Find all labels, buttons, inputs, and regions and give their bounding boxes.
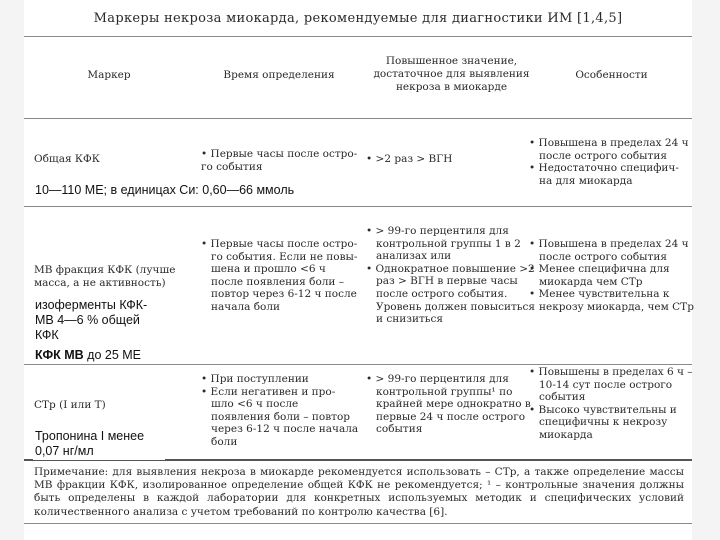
row3-features [529, 366, 694, 442]
footnote-rule [24, 523, 692, 524]
row3-feature-item: • Высоко чувствительны и специфичны к некрозу миокарда [529, 403, 677, 441]
row1-rule [24, 206, 692, 207]
row3-time [201, 373, 359, 449]
row1-time-line: • Первые часы после остро- [201, 148, 358, 160]
overlay-ck-range: 10—110 МЕ; в единицах Си: 0,60—66 ммоль [35, 183, 295, 197]
row3-elevated [366, 373, 538, 436]
header-features: Особенности [575, 69, 648, 81]
row2-elevated-item: • > 99-го перцентиля для контрольной группы 1 в 2 анализах или [366, 225, 521, 263]
row2-feature-item: • Менее чувствительна к некрозу миокарда, чем СТр [529, 288, 694, 313]
row2-feature-item: • Повышена в пределах 24 ч после острого события [529, 238, 689, 263]
row1-time [201, 148, 361, 173]
overlay-troponin: Тропонина I менее 0,07 нг/мл [33, 428, 165, 460]
overlay-ckmb [33, 347, 143, 364]
row2-elevated [366, 225, 538, 326]
row3-marker: СТр (I или T) [34, 399, 106, 411]
row1-features [529, 137, 694, 187]
overlay-ckmb-rest: до 25 МЕ [83, 348, 142, 362]
table-title: Маркеры некроза миокарда, рекомендуемые для диагностики ИМ [1,4,5] [93, 11, 623, 26]
row1-marker: Общая КФК [34, 153, 100, 165]
row2-time-item: • Первые часы после остро- го события. Если не повы- шена и прошло <6 ч после появления боли – повтор через 6-12 ч после начала боли [201, 238, 358, 313]
row2-rule [24, 364, 692, 365]
row2-marker-line: масса, а не активность) [34, 276, 166, 289]
header-elevated [364, 55, 539, 93]
header-elevated-line: Повышенное значение, [385, 55, 518, 67]
footnote: Примечание: для выявления некроза в миокарде рекомендуется использовать – СТр, а также определение массы МВ фракции КФК, изолированное определение общей КФК не рекомендуется; ¹ – контрольные значения должны быть определены в каждой лаборатории для конкретных используемых методик и специфических условий количественного анализа с учетом требований по контролю качества [6]. [34, 466, 684, 518]
header-elevated-line: достаточное для выявления [373, 67, 530, 80]
row1-feature-item: • Повышена в пределах 24 ч после острого события [529, 137, 689, 162]
row2-marker-line: МВ фракция КФК (лучше [34, 264, 176, 276]
row1-feature-item: • Недостаточно специфич- на для миокарда [529, 162, 679, 187]
row2-time [201, 238, 359, 314]
row1-elevated: • >2 раз > ВГН [366, 153, 453, 165]
header-elevated-line: некроза в миокарде [395, 80, 508, 93]
row3-time-item: • При поступлении [201, 373, 309, 385]
row2-marker [34, 264, 184, 289]
row1-time-line: го события [201, 160, 263, 173]
row2-feature-item: • Менее специфична для миокарда чем СТр [529, 263, 670, 288]
row3-feature-item: • Повышены в пределах 6 ч – 10-14 сут после острого события [529, 366, 693, 404]
overlay-ckmb-bold: КФК МВ [35, 348, 84, 362]
row3-elevated-item: • > 99-го перцентиля для контрольной группы¹ по крайней мере однократно в первые 24 ч после острого события [366, 373, 531, 436]
row3-time-item: • Если негативен и про- шло <6 ч после появления боли – повтор через 6-12 ч после начала боли [201, 385, 359, 448]
header-rule [24, 118, 692, 119]
overlay-isoenzymes: изоферменты КФК-МВ 4—6 % общей КФК [33, 297, 165, 344]
row2-features [529, 238, 694, 314]
header-time: Время определения [223, 69, 335, 81]
header-marker: Маркер [87, 69, 131, 81]
row2-elevated-item: • Однократное повышение >2 раз > ВГН в первые часы после острого события. Уровень должен повыситься и снизиться [366, 262, 535, 326]
title-rule [24, 36, 692, 37]
